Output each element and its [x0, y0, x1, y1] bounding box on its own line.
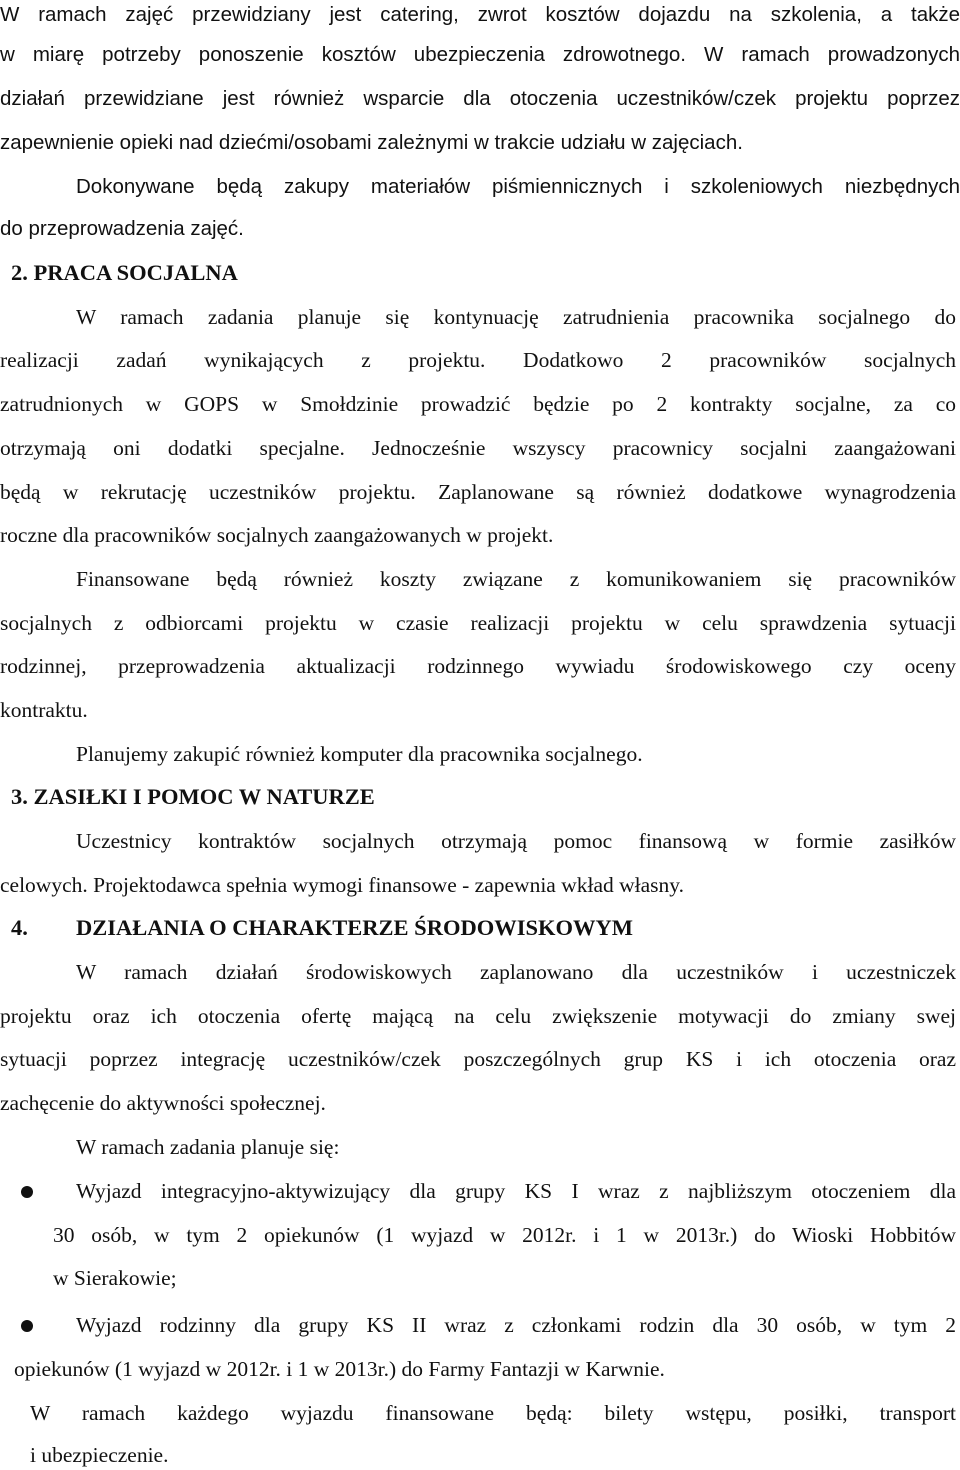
text-line: celowych. Projektodawca spełnia wymogi finansowe - zapewnia wkład własny. [0, 873, 685, 897]
list-item-line: opiekunów (1 wyjazd w 2012r. i 1 w 2013r.) do Farmy Fantazji w Karwnie. [14, 1357, 665, 1381]
text-line: działań przewidziane jest również wsparcie dla otoczenia uczestników/czek projektu poprzez [0, 87, 960, 110]
text-line: kontraktu. [0, 698, 88, 722]
text-line: będą w rekrutację uczestników projektu. Zaplanowane są również dodatkowe wynagrodzenia [0, 480, 956, 504]
text-line: realizacji zadań wynikających z projektu. Dodatkowo 2 pracowników socjalnych [0, 348, 956, 372]
text-line: W ramach zadania planuje się: [76, 1135, 340, 1159]
section-heading: 3. ZASIŁKI I POMOC W NATURZE [11, 784, 375, 809]
text-line: W ramach każdego wyjazdu finansowane będą: bilety wstępu, posiłki, transport [30, 1401, 956, 1425]
section-heading: 2. PRACA SOCJALNA [11, 260, 238, 285]
list-item-line: Wyjazd rodzinny dla grupy KS II wraz z członkami rodzin dla 30 osób, w tym 2 [76, 1313, 956, 1337]
text-line: otrzymają oni dodatki specjalne. Jednocześnie wszyscy pracownicy socjalni zaangażowani [0, 436, 956, 460]
text-line: zachęcenie do aktywności społecznej. [0, 1091, 326, 1115]
list-item-line: Wyjazd integracyjno-aktywizujący dla grupy KS I wraz z najbliższym otoczeniem dla [76, 1179, 956, 1203]
text-line: i ubezpieczenie. [30, 1443, 169, 1467]
text-line: sytuacji poprzez integrację uczestników/czek poszczególnych grup KS i ich otoczenia oraz [0, 1047, 956, 1071]
bullet-icon [21, 1186, 33, 1198]
list-item-line: 30 osób, w tym 2 opiekunów (1 wyjazd w 2012r. i 1 w 2013r.) do Wioski Hobbitów [53, 1223, 956, 1247]
text-line: projektu oraz ich otoczenia ofertę mającą na celu zwiększenie motywacji do zmiany swej [0, 1004, 956, 1028]
text-line: W ramach zajęć przewidziany jest catering, zwrot kosztów dojazdu na szkolenia, a także [0, 3, 960, 26]
section-heading: DZIAŁANIA O CHARAKTERZE ŚRODOWISKOWYM [76, 915, 633, 940]
section-number: 4. [11, 915, 28, 940]
bullet-icon [21, 1320, 33, 1332]
text-line: roczne dla pracowników socjalnych zaangażowanych w projekt. [0, 523, 554, 547]
text-line: do przeprowadzenia zajęć. [0, 217, 244, 240]
text-line: socjalnych z odbiorcami projektu w czasie realizacji projektu w celu sprawdzenia sytuacji [0, 611, 956, 635]
text-line: rodzinnej, przeprowadzenia aktualizacji rodzinnego wywiadu środowiskowego czy oceny [0, 654, 956, 678]
text-line: zapewnienie opieki nad dziećmi/osobami zależnymi w trakcie udziału w zajęciach. [0, 131, 743, 154]
text-line: w miarę potrzeby ponoszenie kosztów ubezpieczenia zdrowotnego. W ramach prowadzonych [0, 43, 960, 66]
text-line: Dokonywane będą zakupy materiałów piśmiennicznych i szkoleniowych niezbędnych [76, 175, 960, 198]
text-line: W ramach działań środowiskowych zaplanowano dla uczestników i uczestniczek [76, 960, 956, 984]
text-line: Planujemy zakupić również komputer dla pracownika socjalnego. [76, 742, 643, 766]
text-line: W ramach zadania planuje się kontynuację zatrudnienia pracownika socjalnego do [76, 305, 956, 329]
text-line: zatrudnionych w GOPS w Smołdzinie prowadzić będzie po 2 kontrakty socjalne, za co [0, 392, 956, 416]
text-line: Finansowane będą również koszty związane z komunikowaniem się pracowników [76, 567, 956, 591]
list-item-line: w Sierakowie; [53, 1266, 177, 1290]
text-line: Uczestnicy kontraktów socjalnych otrzymają pomoc finansową w formie zasiłków [76, 829, 956, 853]
